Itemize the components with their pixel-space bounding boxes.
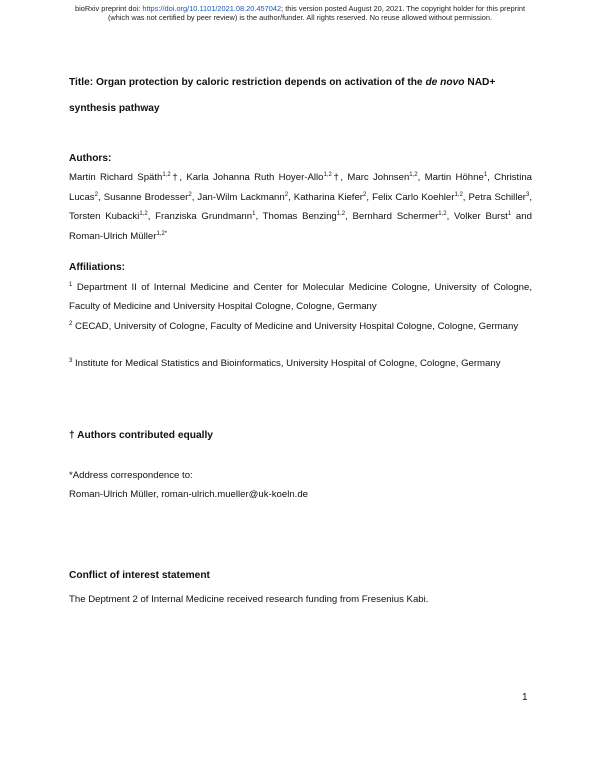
author-entry [425, 172, 488, 183]
author-entry [197, 192, 288, 203]
author-name: Susanne Brodesser [103, 191, 189, 203]
author-equal-mark: † [331, 172, 341, 183]
author-affiliation-sup: 1 [507, 210, 512, 217]
author-name: Petra Schiller [468, 191, 526, 203]
correspondence-line: Roman-Ulrich Müller, roman-ulrich.mueller@uk-koeln.de [69, 489, 309, 500]
author-name: Christina Lucas [69, 172, 532, 203]
affiliation-3: $^3$ Institute for Medical Statistics and Bioinformatics, University Hospital of Cologne, Cologne, Germany [69, 357, 501, 369]
author-equal-mark: † [170, 172, 180, 183]
equal-contribution-note: † Authors contributed equally [69, 430, 213, 441]
header-line-2: (which was not certified by peer review) is the author/funder. All rights reserved. No reuse allowed without permission. [107, 13, 493, 22]
author-list: Martin Richard Späth$^{1,2}$†, Karla Johanna Ruth Hoyer-Allo$^{1,2}$†, Marc Johnsen$^{1,2}$, Martin Höhne$^1$, Christina Lucas$^2$, Susanne Brodesser$^2$, Jan-Wilm Lackmann$^2$, Katharina Kiefer$^2$, Felix Carlo Koehler$^{1,2}$, Petra Schiller$^3$, Torsten Kubacki$^{1,2}$, Franziska Grundmann$^1$, Thomas Benzing$^{1,2}$, Bernhard Schermer$^{1,2}$, Volker Burst$^1$ and Roman-Ulrich Müller$^{1,2*}$ [69, 171, 532, 242]
author-affiliation-sup: 3 [525, 191, 530, 198]
author-entry [69, 172, 179, 183]
correspondence-label: *Address correspondence to: [69, 470, 193, 481]
author-affiliation-sup: 1,2 [409, 171, 418, 178]
author-entry [155, 211, 255, 222]
author-affiliation-sup: 1,2 [336, 210, 346, 217]
author-name: Karla Johanna Ruth Hoyer-Allo [186, 172, 324, 183]
author-name: Felix Carlo Koehler [372, 191, 455, 203]
paper-title: Title: Organ protection by caloric restriction depends on activation of the de novo NAD+ synthesis pathway [69, 77, 496, 114]
author-entry [347, 172, 417, 183]
author-entry [263, 211, 345, 222]
author-affiliation-sup: 1,2* [156, 230, 168, 237]
affiliation-2: $^2$ CECAD, University of Cologne, Faculty of Medicine and University Hospital Cologne, Cologne, Germany [69, 320, 519, 332]
author-entry [186, 172, 340, 183]
correspondence-block [69, 466, 532, 504]
author-affiliation-sup: 1 [252, 210, 256, 217]
author-affiliation-sup: 1 [483, 171, 488, 178]
author-name: Martin Höhne [424, 172, 484, 183]
author-name: Volker Burst [454, 211, 508, 222]
affiliation-1: $^1$ Department II of Internal Medicine and Center for Molecular Medicine Cologne, University of Cologne, Faculty of Medicine and University Hospital Cologne, Cologne, Germany [69, 281, 532, 312]
author-entry [353, 211, 447, 222]
author-entry [469, 192, 530, 203]
author-name: Roman-Ulrich Müller [69, 230, 157, 242]
author-affiliation-sup: 1,2 [438, 210, 447, 217]
author-entry [294, 192, 367, 203]
preprint-header [40, 4, 560, 22]
author-entry [454, 211, 511, 222]
author-entry [69, 211, 148, 222]
conflict-text: The Deptment 2 of Internal Medicine received research funding from Fresenius Kabi. [69, 594, 429, 605]
author-affiliation-sup: 1,2 [323, 171, 332, 178]
author-name: Katharina Kiefer [293, 191, 363, 203]
author-affiliation-sup: 2 [188, 191, 192, 198]
authors-heading: Authors: [69, 153, 112, 164]
author-affiliation-sup: 2 [284, 191, 289, 198]
author-affiliation-sup: 2 [363, 191, 367, 198]
page-number: 1 [522, 692, 528, 703]
author-affiliation-sup: 1,2 [454, 191, 463, 198]
author-entry [104, 192, 192, 203]
doi-link[interactable]: https://doi.org/10.1101/2021.08.20.457042 [142, 4, 282, 13]
author-affiliation-sup: 1,2 [162, 171, 171, 178]
conflict-heading: Conflict of interest statement [69, 570, 210, 581]
author-entry [372, 192, 463, 203]
author-name: Thomas Benzing [262, 211, 337, 222]
affiliations-heading: Affiliations: [69, 262, 126, 273]
author-name: Jan-Wilm Lackmann [197, 191, 285, 203]
author-name: Martin Richard Späth [69, 172, 163, 183]
author-entry [69, 231, 167, 242]
author-name: Torsten Kubacki [69, 211, 140, 222]
author-affiliation-sup: 1,2 [139, 210, 148, 217]
author-name: Marc Johnsen [347, 172, 410, 183]
author-name: Franziska Grundmann [155, 211, 253, 222]
author-affiliation-sup: 2 [94, 191, 98, 198]
author-name: Bernhard Schermer [352, 211, 439, 222]
header-line-1: bioRxiv preprint doi: https://doi.org/10.1101/2021.08.20.457042; this version posted August 20, 2021. The copyright holder for this preprint [74, 4, 526, 13]
